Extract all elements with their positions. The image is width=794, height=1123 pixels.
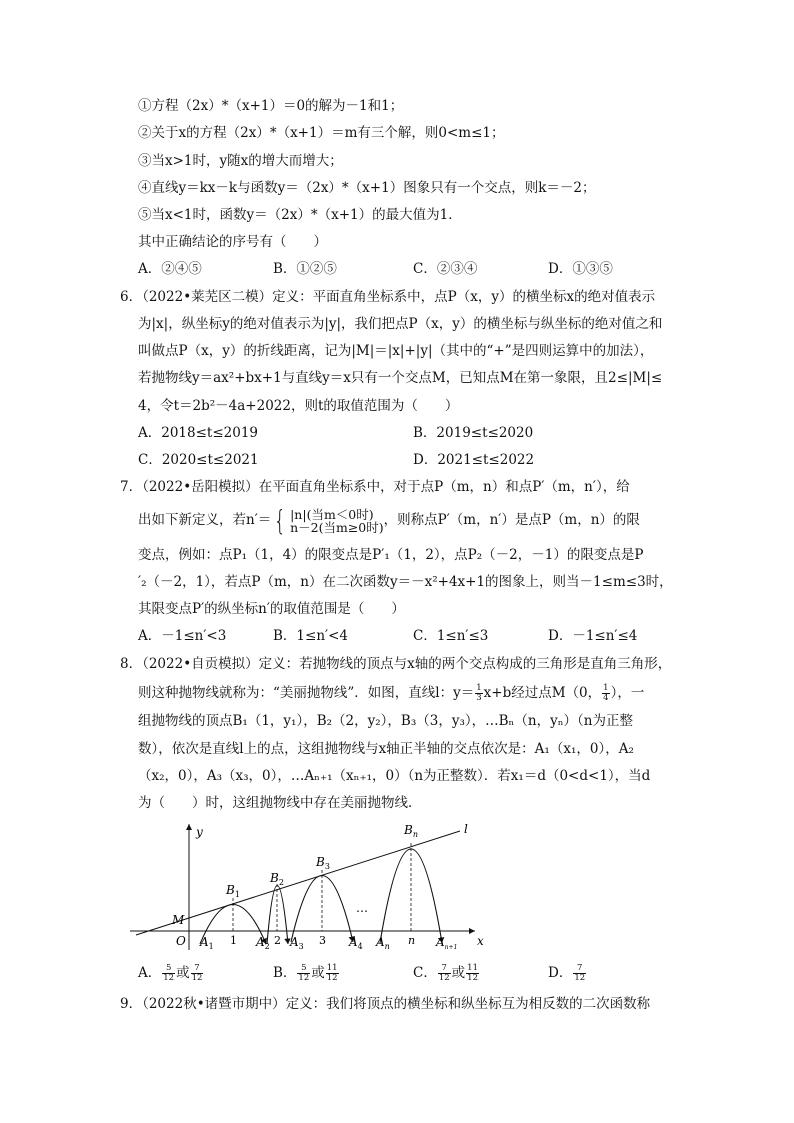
statement-4: ④直线y＝kx－k与函数y＝（2x）*（x+1）图象只有一个交点，则k＝－2； bbox=[138, 180, 596, 196]
q6-line-4: 若抛物线y＝ax²+bx+1与直线y＝x只有一个交点M，已知点M在第一象限，且2≤|M|≤ bbox=[138, 370, 663, 386]
fraction-one-quarter bbox=[602, 684, 609, 703]
statement-5: ⑤当x<1时，函数y＝（2x）*（x+1）的最大值为1． bbox=[138, 207, 462, 223]
q7-line-4: ′₂（－2，1），若点P（m，n）在二次函数y＝－x²+4x+1的图象上，则当－1≤m≤3时， bbox=[138, 574, 673, 590]
q7-line-1: 7．（2022•岳阳模拟）在平面直角坐标系中，对于点P（m，n）和点P′（m，n′），给 bbox=[120, 479, 630, 495]
option-d[interactable]: D．①③⑤ bbox=[548, 261, 613, 277]
q7-line-2a: 出如下新定义，若n′＝ bbox=[138, 512, 272, 528]
brace-icon: { bbox=[273, 503, 287, 537]
option-a[interactable]: A．2018≤t≤2019 bbox=[138, 425, 259, 441]
statement-2: ②关于x的方程（2x）*（x+1）＝m有三个解，则0<m≤1； bbox=[138, 125, 505, 141]
tick-2: 2 bbox=[274, 934, 281, 947]
q8-line-2b: x+b经过点M（0， bbox=[483, 685, 602, 701]
q8-line-2 bbox=[138, 681, 644, 705]
label-bn: $B_n$ bbox=[404, 823, 418, 839]
option-a[interactable]: A． $\frac{5}{12}$ 或 $\frac{7}{12}$ bbox=[138, 963, 203, 983]
case-1: |n|(当m＜0时) bbox=[290, 506, 374, 522]
ellipsis: … bbox=[356, 901, 368, 915]
line-l-label: l bbox=[464, 822, 468, 836]
q7-line-5: 其限变点P′的纵坐标n′的取值范围是（ ） bbox=[138, 601, 405, 617]
q7-line-2 bbox=[138, 505, 640, 535]
case-2: n－2(当m≥0时) bbox=[290, 519, 384, 535]
y-axis-label: y bbox=[196, 825, 203, 839]
statement-3: ③当x>1时，y随x的增大而增大； bbox=[138, 153, 343, 169]
question-prompt: 其中正确结论的序号有（ ） bbox=[138, 234, 327, 250]
option-b[interactable]: B． $\frac{5}{12}$ 或 $\frac{11}{12}$ bbox=[273, 963, 338, 983]
q6-line-2: 为|x|，纵坐标y的绝对值表示为|y|，我们把点P（x，y）的横坐标与纵坐标的绝对值之和 bbox=[138, 316, 663, 332]
label-an1: $A_{n+1}$ bbox=[436, 935, 458, 951]
q8-line-4: 数），依次是直线l上的点，这组抛物线与x轴正半轴的交点依次是：A₁（x₁，0），A₂ bbox=[138, 741, 634, 757]
option-c[interactable]: C．2020≤t≤2021 bbox=[138, 452, 259, 468]
q8-line-3: 组抛物线的顶点B₁（1，y₁），B₂（2，y₂），B₃（3，y₃），…Bₙ（n，yₙ）（n为正整 bbox=[138, 713, 633, 729]
q8-line-2a: 则这种抛物线就称为：“美丽抛物线”．如图，直线l：y＝ bbox=[138, 685, 475, 701]
q7-line-3: 变点，例如：点P₁（1，4）的限变点是P′₁（1，2），点P₂（－2，－1）的限变点是P bbox=[138, 547, 644, 563]
denominator: 3 bbox=[476, 693, 482, 703]
q9-line-1: 9．（2022秋•诸暨市期中）定义：我们将顶点的横坐标和纵坐标互为相反数的二次函数称 bbox=[120, 996, 651, 1012]
q8-line-1: 8．（2022•自贡模拟）定义：若抛物线的顶点与x轴的两个交点构成的三角形是直角三角形， bbox=[120, 656, 672, 672]
option-b[interactable]: B．1≤n′<4 bbox=[273, 628, 348, 644]
option-a[interactable]: A．②④⑤ bbox=[138, 261, 202, 277]
x-axis-label: x bbox=[477, 934, 484, 948]
option-b[interactable]: B．①②⑤ bbox=[273, 261, 337, 277]
label-an: $A_n$ bbox=[376, 935, 390, 951]
option-b[interactable]: B．2019≤t≤2020 bbox=[413, 425, 534, 441]
point-m-label: M bbox=[172, 913, 185, 927]
q8-line-6: 为（ ）时，这组抛物线中存在美丽抛物线． bbox=[138, 795, 422, 811]
label-a1: $A_1$ bbox=[200, 935, 214, 951]
label-a3: $A_3$ bbox=[290, 935, 304, 951]
label-a2: $A_2$ bbox=[256, 935, 270, 951]
denominator: 4 bbox=[603, 693, 609, 703]
option-a[interactable]: A．－1≤n′<3 bbox=[138, 628, 227, 644]
option-c[interactable]: C． $\frac{7}{12}$ 或 $\frac{11}{12}$ bbox=[413, 963, 478, 983]
parabola-figure bbox=[130, 818, 510, 953]
label-b3: $B_3$ bbox=[316, 855, 330, 871]
option-c[interactable]: C．②③④ bbox=[413, 261, 478, 277]
fraction-one-third bbox=[475, 684, 482, 703]
q8-line-5: （x₂，0），A₃（x₃，0），…Aₙ₊₁（xₙ₊₁，0）（n为正整数）．若x₁＝d（0<d<1），当d bbox=[138, 768, 651, 784]
label-b1: $B_1$ bbox=[226, 883, 240, 899]
q6-line-3: 叫做点P（x，y）的折线距离，记为|M|＝|x|+|y|（其中的“+”是四则运算中的加法）， bbox=[138, 343, 654, 359]
q7-line-2b: ，则称点P′（m，n′）是点P（m，n）的限 bbox=[383, 512, 640, 528]
origin-label: O bbox=[176, 934, 186, 948]
tick-3: 3 bbox=[319, 934, 326, 947]
label-b2: $B_2$ bbox=[270, 871, 284, 887]
numerator: 1 bbox=[476, 683, 482, 693]
numerator: 1 bbox=[603, 683, 609, 693]
option-d[interactable]: D．2021≤t≤2022 bbox=[413, 452, 535, 468]
piecewise-definition bbox=[271, 503, 384, 537]
q8-line-2c: ），一 bbox=[610, 685, 645, 701]
option-d[interactable]: D．－1≤n′≤4 bbox=[548, 628, 638, 644]
tick-1: 1 bbox=[230, 934, 237, 947]
q6-line-5: 4，令t＝2b²－4a+2022，则t的取值范围为（ ） bbox=[138, 398, 459, 414]
statement-1: ①方程（2x）*（x+1）＝0的解为－1和1； bbox=[138, 98, 404, 114]
option-c[interactable]: C．1≤n′≤3 bbox=[413, 628, 489, 644]
label-a4: $A_4$ bbox=[349, 935, 363, 951]
option-d[interactable]: D． $\frac{7}{12}$ bbox=[548, 963, 586, 983]
q6-line-1: 6．（2022•莱芜区二模）定义：平面直角坐标系中，点P（x，y）的横坐标x的绝对值表示 bbox=[120, 289, 656, 305]
tick-n: n bbox=[408, 934, 416, 947]
